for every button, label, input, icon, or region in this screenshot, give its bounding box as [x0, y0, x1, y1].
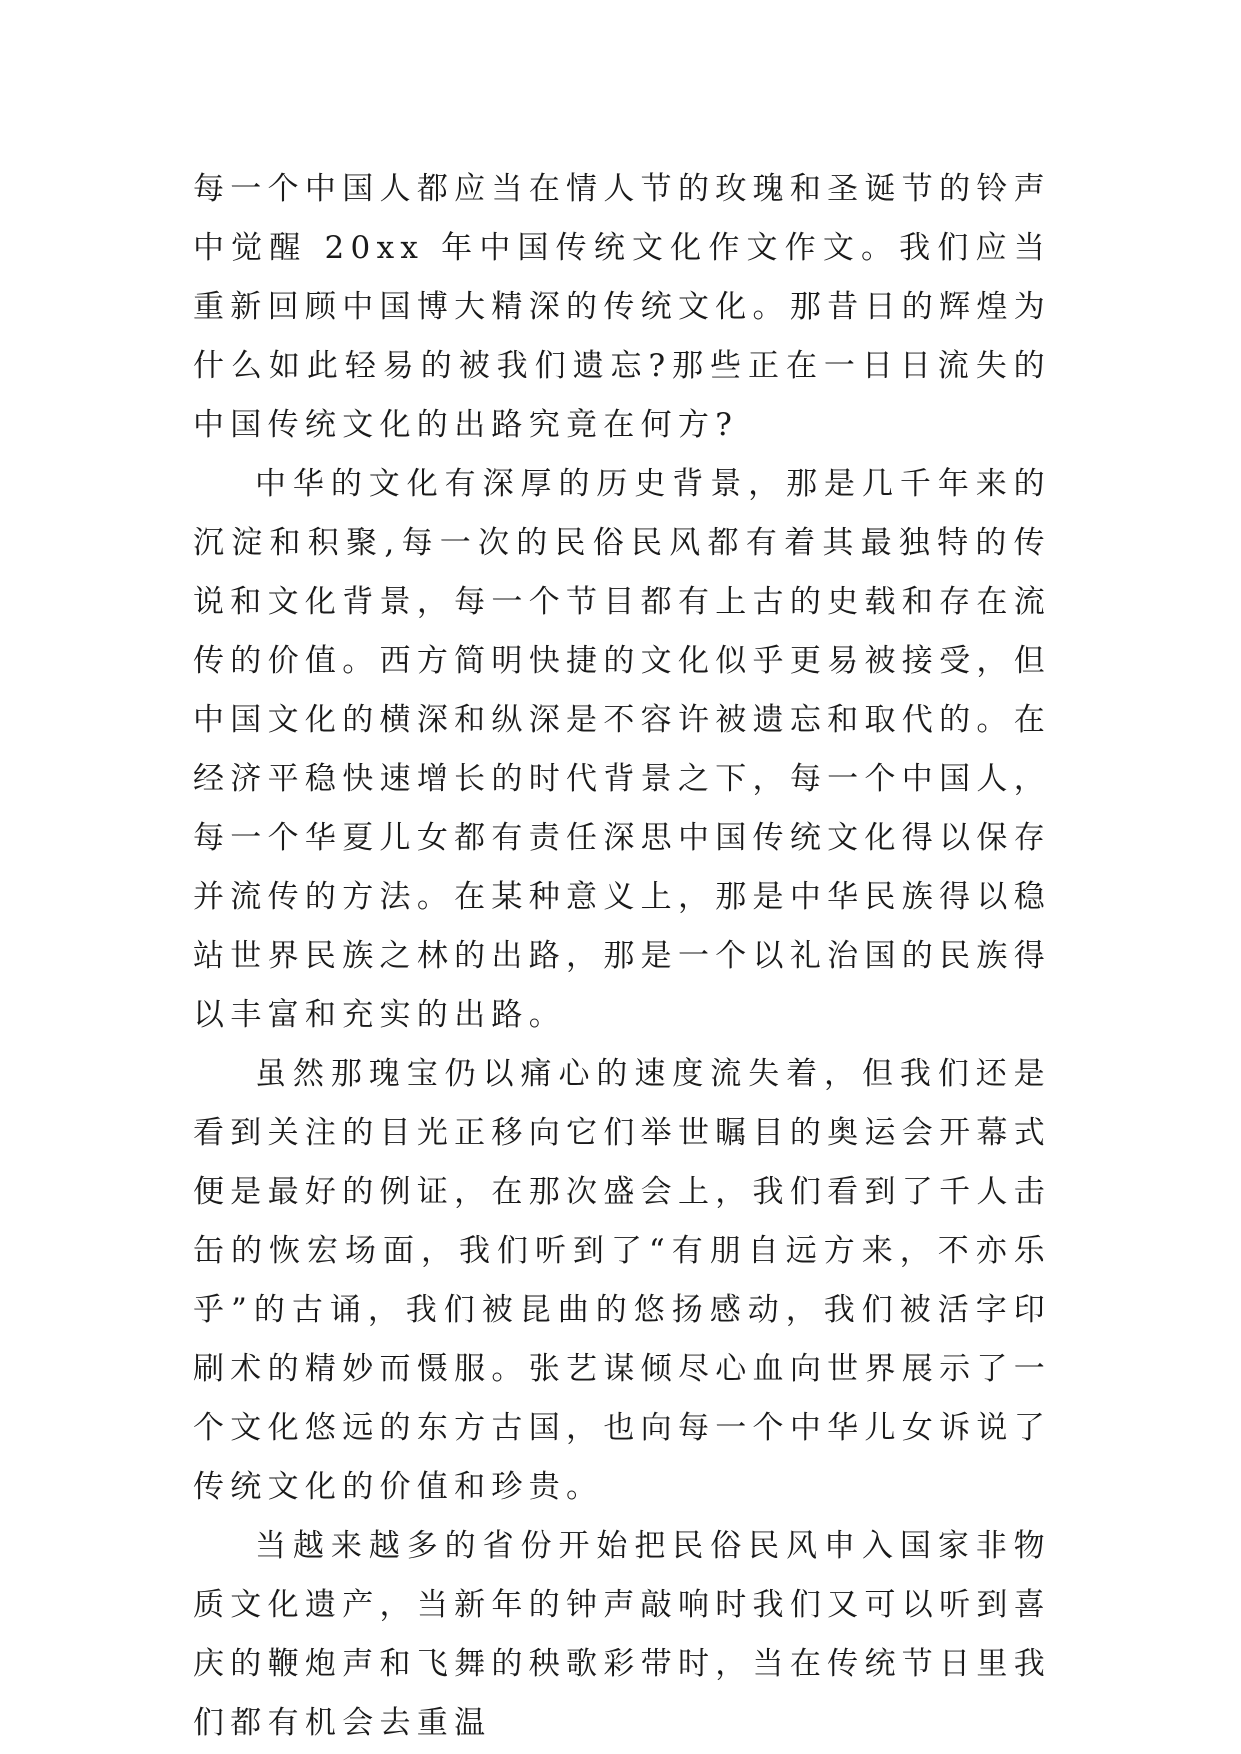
paragraph-1: 每一个中国人都应当在情人节的玫瑰和圣诞节的铃声中觉醒 20xx 年中国传统文化作文作文。我们应当重新回顾中国博大精深的传统文化。那昔日的辉煌为什么如此轻易的被我们遗忘?那些正在一日日流失的中国传统文化的出路究竟在何方? [193, 171, 1051, 443]
paragraph-2: 中华的文化有深厚的历史背景，那是几千年来的沉淀和积聚,每一次的民俗民风都有着其最独特的传说和文化背景，每一个节目都有上古的史载和存在流传的价值。西方简明快捷的文化似乎更易被接受，但中国文化的横深和纵深是不容许被遗忘和取代的。在经济平稳快速增长的时代背景之下，每一个中国人，每一个华夏儿女都有责任深思中国传统文化得以保存并流传的方法。在某种意义上，那是中华民族得以稳站世界民族之林的出路，那是一个以礼治国的民族得以丰富和充实的出路。 [193, 466, 1051, 1033]
paragraph-4: 当越来越多的省份开始把民俗民风申入国家非物质文化遗产，当新年的钟声敲响时我们又可以听到喜庆的鞭炮声和飞舞的秧歌彩带时，当在传统节日里我们都有机会去重温 [193, 1528, 1051, 1741]
paragraph-3: 虽然那瑰宝仍以痛心的速度流失着，但我们还是看到关注的目光正移向它们举世瞩目的奥运会开幕式便是最好的例证，在那次盛会上，我们看到了千人击缶的恢宏场面，我们听到了“有朋自远方来，不亦乐乎”的古诵，我们被昆曲的悠扬感动，我们被活字印刷术的精妙而慑服。张艺谋倾尽心血向世界展示了一个文化悠远的东方古国，也向每一个中华儿女诉说了传统文化的价值和珍贵。 [193, 1056, 1051, 1505]
document-body [193, 160, 1051, 1753]
